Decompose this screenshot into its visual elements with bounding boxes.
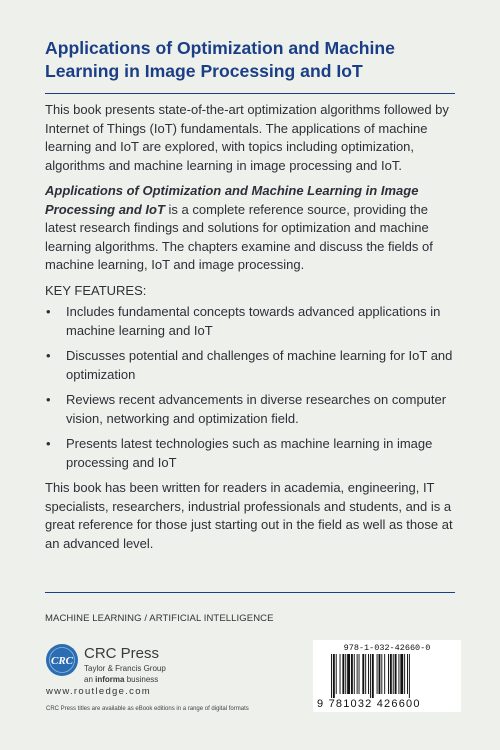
publisher-website: www.routledge.com [46,686,151,697]
barcode-digits: 9 781032 426600 [317,698,421,710]
feature-item [45,435,460,472]
key-features-list [45,303,460,472]
title-divider [45,93,455,94]
closing-paragraph: This book has been written for readers in academia, engineering, IT specialists, researchers, industrial professionals and students, and is a great reference for those just starting out in the field as well as those at an advanced level. [45,480,453,551]
book-title-reference: Applications of Optimization and Machine Learning in Image Processing and IoT [45,183,419,217]
key-features-heading: KEY FEATURES: [45,282,147,298]
feature-text: Includes fundamental concepts towards advanced applications in machine learning and IoT [66,304,441,338]
bullet-icon: • [46,436,51,451]
barcode-bars-icon [331,654,445,698]
feature-item [45,347,460,384]
bullet-icon: • [46,304,51,319]
publisher-group: Taylor & Francis Group [84,664,166,673]
intro-paragraph: This book presents state-of-the-art optimization algorithms followed by Internet of Things (IoT) fundamentals. The applications of machine learning and IoT are explored, with topics including optimization, algorithms and machine learning in image processing and IoT. [45,102,449,173]
feature-text: Discusses potential and challenges of machine learning for IoT and optimization [66,348,453,382]
reference-text: is a complete reference source, providing the latest research findings and solutions for optimization and machine learning algorithms. The chapters examine and discuss the fields of machine learning, IoT and image processing. [45,201,433,272]
isbn-number: 978-1-032-42660-0 [343,643,431,653]
book-title: Applications of Optimization and Machine Learning in Image Processing and IoT [45,38,395,81]
bullet-icon: • [46,348,51,363]
feature-text: Presents latest technologies such as machine learning in image processing and IoT [66,436,433,470]
publisher-business-line: an informa business [84,675,159,684]
bullet-icon: • [46,392,51,407]
feature-item [45,303,460,340]
ebook-availability-note: CRC Press titles are available as eBook editions in a range of digital formats [46,706,249,712]
isbn-barcode [313,640,461,712]
feature-text: Reviews recent advancements in diverse researches on computer vision, networking and optimization field. [66,392,447,426]
publisher-name: CRC Press [84,645,160,662]
footer-divider [45,592,455,593]
subject-category: MACHINE LEARNING / ARTIFICIAL INTELLIGENCE [45,613,274,624]
reference-paragraph [45,182,460,275]
description-body [45,101,460,560]
crc-press-logo-icon [45,643,79,677]
logo-lettering: CRC [50,655,74,667]
feature-item [45,391,460,428]
